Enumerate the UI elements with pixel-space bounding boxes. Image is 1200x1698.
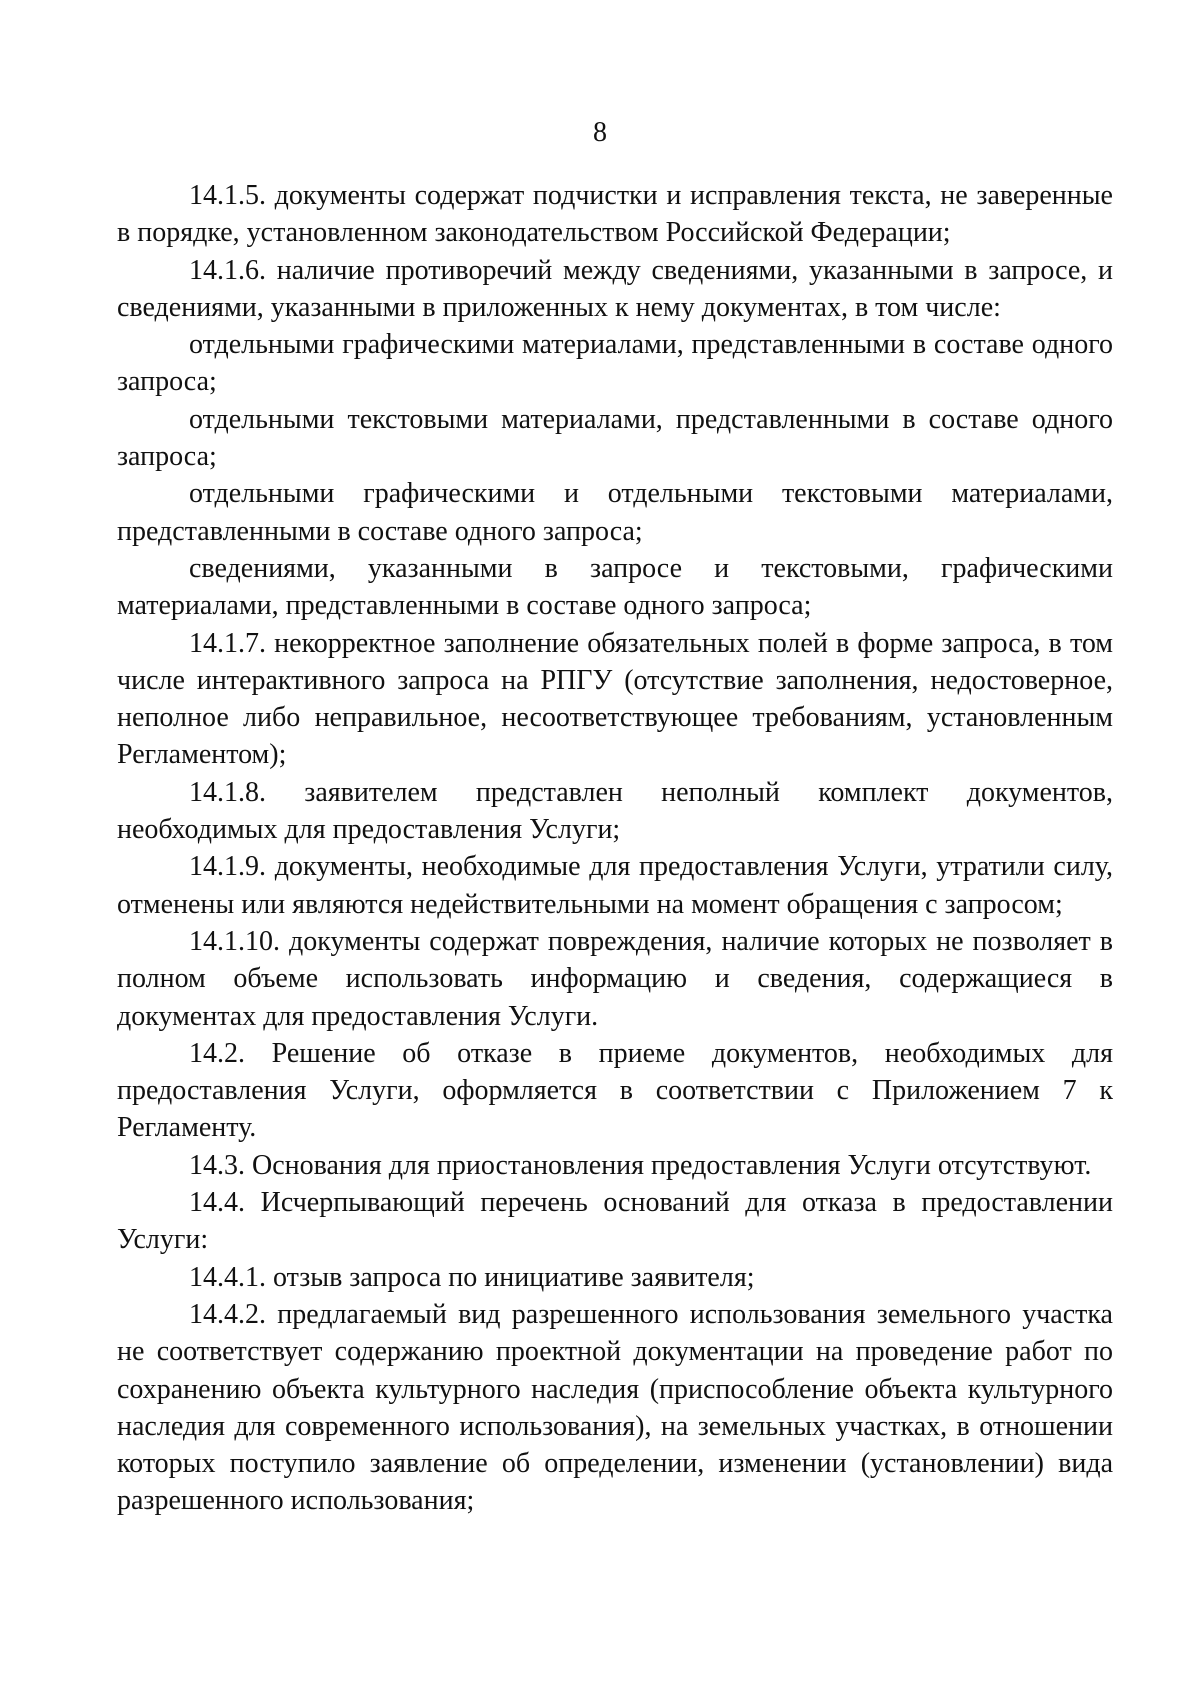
paragraph-14-1-8: 14.1.8. заявителем представлен неполный комплект документов, необходимых для предоставления Услуги; <box>117 776 1113 846</box>
paragraph-14-4-2: 14.4.2. предлагаемый вид разрешенного использования земельного участка не соответствует содержанию проектной документации на проведение работ по сохранению объекта культурного наследия (приспособление объекта культурного наследия для современного использования), на земельных участках, в отношении которых поступило заявление об определении, изменении (установлении) вида разрешенного использования; <box>117 1298 1113 1517</box>
paragraph-graphic-materials: отдельными графическими материалами, представленными в составе одного запроса; <box>117 329 1113 398</box>
paragraph-text-materials: отдельными текстовыми материалами, представленными в составе одного запроса; <box>117 403 1113 473</box>
paragraph-14-1-5: 14.1.5. документы содержат подчистки и исправления текста, не заверенные в порядке, установленном законодательством Российской Федерации; <box>117 180 1113 249</box>
paragraph-14-3: 14.3. Основания для приостановления предоставления Услуги отсутствуют. <box>189 1149 1092 1181</box>
paragraph-14-4-1: 14.4.1. отзыв запроса по инициативе заявителя; <box>189 1261 755 1293</box>
paragraph-14-1-10: 14.1.10. документы содержат повреждения, наличие которых не позволяет в полном объеме использовать информацию и сведения, содержащиеся в документах для предоставления Услуги. <box>117 925 1113 1032</box>
paragraph-14-1-9: 14.1.9. документы, необходимые для предоставления Услуги, утратили силу, отменены или являются недействительными на момент обращения с запросом; <box>117 851 1113 920</box>
paragraph-14-4: 14.4. Исчерпывающий перечень оснований для отказа в предоставлении Услуги: <box>117 1187 1113 1256</box>
document-body <box>117 177 1113 1520</box>
paragraph-14-1-6: 14.1.6. наличие противоречий между сведениями, указанными в запросе, и сведениями, указанными в приложенных к нему документах, в том числе: <box>117 254 1113 323</box>
paragraph-14-2: 14.2. Решение об отказе в приеме документов, необходимых для предоставления Услуги, оформляется в соответствии с Приложением 7 к Регламенту. <box>117 1037 1113 1144</box>
page-number: 8 <box>593 117 607 148</box>
paragraph-14-1-7: 14.1.7. некорректное заполнение обязательных полей в форме запроса, в том числе интерактивного запроса на РПГУ (отсутствие заполнения, недостоверное, неполное либо неправильное, несоответствующее требованиям, установленным Регламентом); <box>117 627 1113 771</box>
paragraph-request-info-and-materials: сведениями, указанными в запросе и текстовыми, графическими материалами, представленными в составе одного запроса; <box>117 552 1113 622</box>
paragraph-graphic-and-text-materials: отдельными графическими и отдельными текстовыми материалами, представленными в составе одного запроса; <box>117 478 1113 547</box>
